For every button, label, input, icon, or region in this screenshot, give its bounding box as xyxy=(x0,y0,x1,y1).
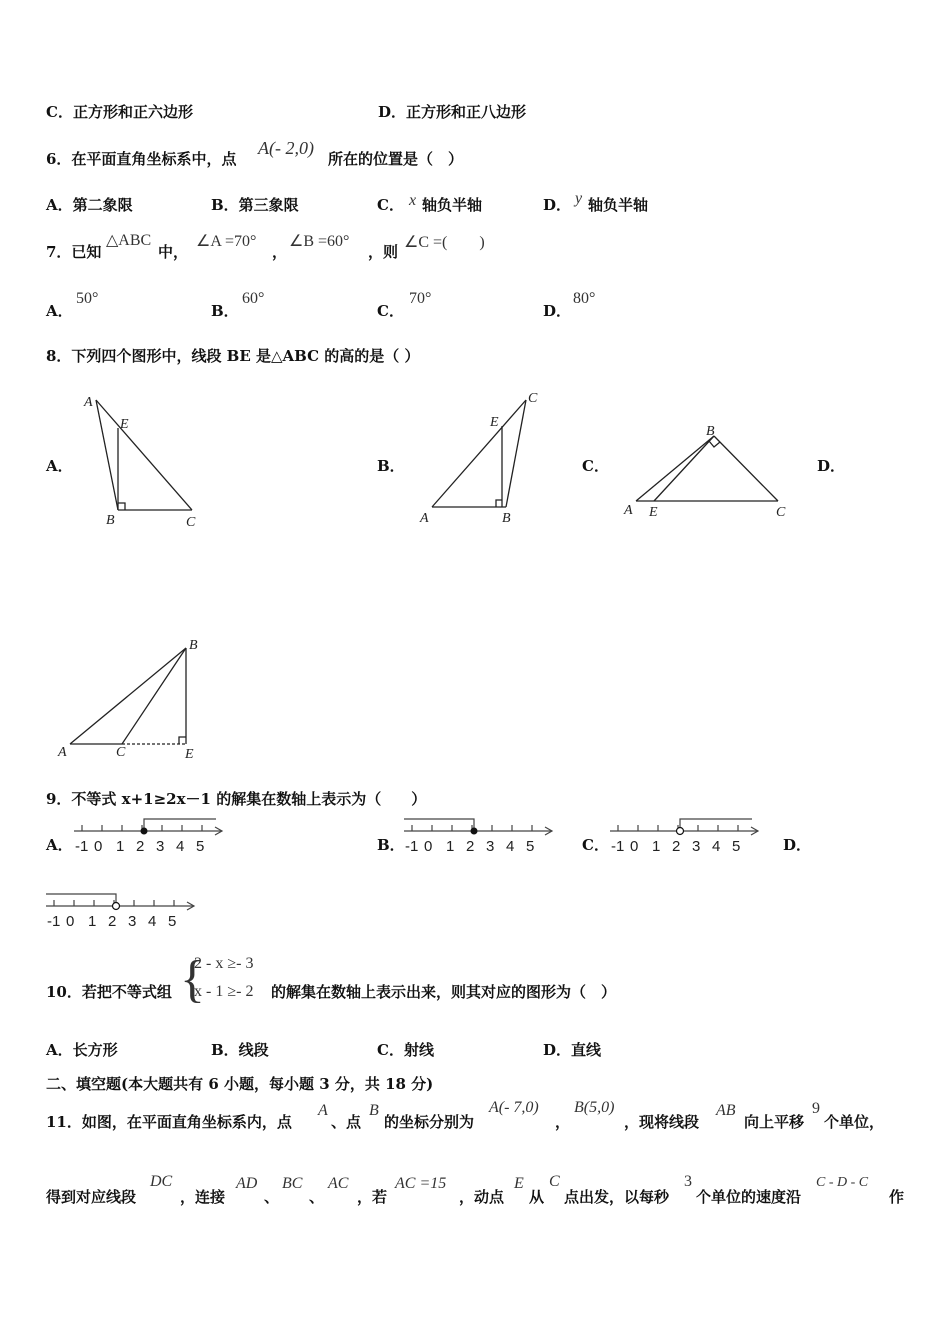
q11-l1-segment-ab: AB xyxy=(716,1102,736,1119)
q11-l1-c: 的坐标分别为 xyxy=(384,1113,475,1131)
q8d-label-a: A xyxy=(58,745,67,760)
q9d-tick-2: 2 xyxy=(108,913,117,930)
q8a-label-e: E xyxy=(120,417,129,432)
q8-option-b-label: B． xyxy=(377,457,405,475)
q7-option-b-label: B． xyxy=(211,302,239,320)
q9-option-b-label: B． xyxy=(377,836,405,854)
q11-l1-d: ，现将线段 xyxy=(624,1113,700,1131)
q6-option-b: B．第三象限 xyxy=(211,196,299,214)
q11-l2-d: ，动点 xyxy=(459,1188,505,1206)
q8b-label-e: E xyxy=(490,415,499,430)
q6-stem-pre: 6．在平面直角坐标系中，点 xyxy=(46,150,237,168)
q8a-label-c: C xyxy=(186,515,196,530)
q8-option-c-label: C． xyxy=(582,457,609,475)
q11-l2-ac: AC xyxy=(328,1175,349,1192)
q11-l2-b: ，连接 xyxy=(180,1188,226,1206)
q11-l2-point-e: E xyxy=(514,1175,524,1192)
q9-numberline-a xyxy=(72,817,227,859)
q6-option-d-text: 轴负半轴 xyxy=(588,196,649,214)
q11-l2-e: 从 xyxy=(529,1188,545,1206)
q6-option-a: A．第二象限 xyxy=(46,196,133,214)
q11-l2-sep2: 、 xyxy=(309,1188,325,1206)
q7-option-b-value: 60° xyxy=(242,290,265,307)
q8c-label-c: C xyxy=(776,505,786,520)
q6-point-math: A(- 2,0) xyxy=(258,138,314,158)
q6-option-c-label: C． xyxy=(377,196,404,214)
q9a-tick-0: 0 xyxy=(94,838,103,855)
q11-l2-point-c: C xyxy=(549,1173,560,1190)
q8b-label-a: A xyxy=(420,511,429,526)
q8d-label-c: C xyxy=(116,745,126,760)
q7-option-c-value: 70° xyxy=(409,290,432,307)
q10-system-brace: { xyxy=(180,951,205,1008)
q8-figure-d xyxy=(52,634,212,764)
q11-l2-three: 3 xyxy=(684,1173,692,1190)
q11-l1-point-b: B xyxy=(369,1102,379,1119)
q7-option-d-label: D． xyxy=(543,302,572,320)
q9a-tick-1: 1 xyxy=(116,838,125,855)
q7-angle-b-math: ∠B =60° xyxy=(289,233,350,250)
q11-l1-b: 、点 xyxy=(331,1113,362,1131)
q9a-tick-neg1: -1 xyxy=(75,838,89,855)
q9a-tick-4: 4 xyxy=(176,838,185,855)
q9c-tick-3: 3 xyxy=(692,838,701,855)
q11-l2-g: 个单位的速度沿 xyxy=(696,1188,802,1206)
q8-figure-b xyxy=(412,386,552,528)
q9-option-c-label: C． xyxy=(582,836,609,854)
q9c-tick-5: 5 xyxy=(732,838,741,855)
q10-option-c: C．射线 xyxy=(377,1041,434,1059)
q6-option-d-var: y xyxy=(575,190,583,207)
q11-l2-ac15: AC =15 xyxy=(395,1175,447,1192)
q9d-tick-4: 4 xyxy=(148,913,157,930)
q8c-label-a: A xyxy=(624,503,633,518)
q9c-tick-4: 4 xyxy=(712,838,721,855)
q8a-label-b: B xyxy=(106,513,115,528)
q9b-tick-2: 2 xyxy=(466,838,475,855)
q11-l2-segment-dc: DC xyxy=(150,1173,173,1190)
q10-stem-pre: 10．若把不等式组 xyxy=(46,983,172,1001)
q9-numberline-c xyxy=(608,817,763,859)
q9c-tick-1: 1 xyxy=(652,838,661,855)
q9c-tick-neg1: -1 xyxy=(611,838,625,855)
q6-option-c-text: 轴负半轴 xyxy=(422,196,483,214)
q8c-label-b: B xyxy=(706,424,715,439)
q8b-label-c: C xyxy=(528,391,538,406)
q7-stem-mid: 中， xyxy=(158,243,189,261)
q7-angle-c-math: ∠C =( ) xyxy=(404,234,485,251)
q11-l1-e: 向上平移 xyxy=(744,1113,805,1131)
section-fill-in-title: 二、填空题(本大题共有 6 小题，每小题 3 分，共 18 分) xyxy=(46,1075,434,1093)
q8-stem: 8．下列四个图形中，线段 BE 是△ABC 的高的是（ ） xyxy=(46,347,420,365)
q7-comma: ， xyxy=(272,243,288,261)
q7-stem-then: ，则 xyxy=(368,243,399,261)
q9b-tick-5: 5 xyxy=(526,838,535,855)
q10-option-b: B．线段 xyxy=(211,1041,269,1059)
q8-option-d-label: D． xyxy=(817,457,846,475)
q10-option-d: D．直线 xyxy=(543,1041,602,1059)
q8-figure-c xyxy=(618,418,798,526)
q10-option-a: A．长方形 xyxy=(46,1041,118,1059)
q10-stem-post: 的解集在数轴上表示出来，则其对应的图形为（ ） xyxy=(271,983,617,1001)
q9-numberline-d xyxy=(44,892,199,934)
q9b-tick-0: 0 xyxy=(424,838,433,855)
q7-option-d-value: 80° xyxy=(573,290,596,307)
q11-l1-b-coord: B(5,0) xyxy=(574,1099,615,1116)
q9a-tick-2: 2 xyxy=(136,838,145,855)
q8d-label-b: B xyxy=(189,638,198,653)
q7-option-c-label: C． xyxy=(377,302,404,320)
q10-system-line1: 2 - x ≥- 3 xyxy=(194,955,254,972)
q8a-label-a: A xyxy=(84,395,93,410)
q6-stem-post: 所在的位置是（ ） xyxy=(328,150,464,168)
q8-figure-a xyxy=(76,388,206,530)
q5-option-c: C．正方形和正六边形 xyxy=(46,103,193,121)
q11-l1-nine: 9 xyxy=(812,1100,820,1117)
q9-stem: 9．不等式 x+1≥2x－1 的解集在数轴上表示为（ ） xyxy=(46,790,427,808)
q9a-tick-5: 5 xyxy=(196,838,205,855)
q11-l2-ad: AD xyxy=(236,1175,258,1192)
q11-l1-comma: ， xyxy=(555,1113,571,1131)
q9c-tick-2: 2 xyxy=(672,838,681,855)
q9d-tick-5: 5 xyxy=(168,913,177,930)
q11-l2-f: 点出发，以每秒 xyxy=(564,1188,670,1206)
q9b-tick-1: 1 xyxy=(446,838,455,855)
q9d-tick-neg1: -1 xyxy=(47,913,61,930)
q7-stem-pre: 7．已知 xyxy=(46,243,102,261)
q7-option-a-value: 50° xyxy=(76,290,99,307)
q8d-label-e: E xyxy=(185,747,194,762)
q9-numberline-b xyxy=(402,817,557,859)
q9-option-a-label: A． xyxy=(46,836,73,854)
q9b-tick-3: 3 xyxy=(486,838,495,855)
q11-l2-path: C - D - C xyxy=(816,1175,869,1190)
q9d-tick-3: 3 xyxy=(128,913,137,930)
q11-l1-a-coord: A(- 7,0) xyxy=(489,1099,539,1116)
q8c-label-e: E xyxy=(649,505,658,520)
q9b-tick-4: 4 xyxy=(506,838,515,855)
q11-l2-a: 得到对应线段 xyxy=(46,1188,137,1206)
q11-l2-c: ，若 xyxy=(357,1188,388,1206)
q9b-tick-neg1: -1 xyxy=(405,838,419,855)
q5-option-d: D．正方形和正八边形 xyxy=(378,103,527,121)
q10-system-line2: x - 1 ≥- 2 xyxy=(194,983,254,1000)
q8b-label-b: B xyxy=(502,511,511,526)
q11-l1-a: 11．如图，在平面直角坐标系内，点 xyxy=(46,1113,292,1131)
q7-triangle-math: △ABC xyxy=(106,232,152,249)
q11-l2-h: 作 xyxy=(889,1188,905,1206)
q11-l2-sep1: 、 xyxy=(264,1188,280,1206)
q7-angle-a-math: ∠A =70° xyxy=(196,233,257,250)
q9d-tick-1: 1 xyxy=(88,913,97,930)
q6-option-c-var: x xyxy=(409,192,417,209)
q11-l1-point-a: A xyxy=(318,1102,328,1119)
q8-option-a-label: A． xyxy=(46,457,73,475)
q9d-tick-0: 0 xyxy=(66,913,75,930)
q7-option-a-label: A． xyxy=(46,302,73,320)
q6-option-d-label: D． xyxy=(543,196,572,214)
q11-l2-bc: BC xyxy=(282,1175,303,1192)
q11-l1-f: 个单位， xyxy=(824,1113,885,1131)
q9-option-d-label: D． xyxy=(783,836,812,854)
q9a-tick-3: 3 xyxy=(156,838,165,855)
q9c-tick-0: 0 xyxy=(630,838,639,855)
